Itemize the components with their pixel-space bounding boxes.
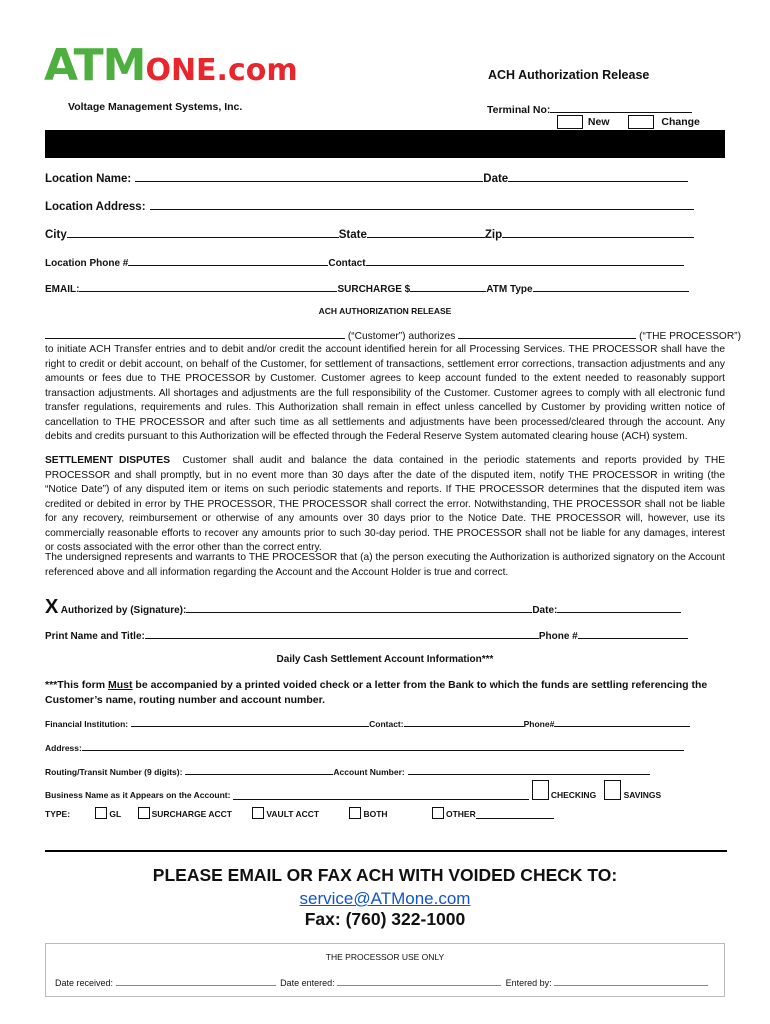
account-line[interactable] (408, 765, 650, 775)
atm-type-line[interactable] (533, 280, 689, 292)
the-processor-text: (“THE PROCESSOR”) (639, 331, 741, 342)
processor-fields-row (55, 976, 708, 988)
print-name-line[interactable] (145, 627, 539, 639)
bank-phone-line[interactable] (554, 717, 690, 727)
new-label: New (587, 115, 610, 128)
financial-institution-row (45, 717, 690, 729)
signature-date-line[interactable] (557, 601, 681, 613)
checking-label: CHECKING (550, 790, 597, 800)
date-line[interactable] (508, 170, 688, 182)
logo-dotcom: .com (216, 53, 298, 88)
date-received-label: Date received: (55, 978, 114, 988)
change-checkbox[interactable] (628, 115, 654, 129)
savings-checkbox[interactable] (604, 780, 621, 800)
processor-name-line[interactable] (458, 329, 636, 339)
vault-acct-checkbox[interactable] (252, 807, 264, 819)
business-name-line[interactable] (233, 790, 529, 800)
bank-address-row (45, 741, 684, 753)
account-type-row (45, 807, 554, 819)
signature-row (45, 596, 681, 619)
bank-heading: Daily Cash Settlement Account Information*** (276, 654, 494, 665)
voided-check-notice (45, 678, 725, 707)
signature-line[interactable] (186, 601, 532, 613)
state-label: State (338, 229, 367, 241)
section-divider (45, 850, 727, 852)
entered-by-label: Entered by: (505, 978, 552, 988)
logo-one: ONE (145, 53, 217, 88)
x-mark: X (45, 596, 59, 618)
processor-use-title: THE PROCESSOR USE ONLY (325, 952, 445, 962)
email-label: EMAIL: (45, 284, 80, 295)
notice-post: be accompanied by a printed voided check or a letter from the Bank to which the funds are settling referencing the Customer’s name, routing number and account number. (45, 679, 708, 706)
location-address-label: Location Address: (45, 201, 146, 213)
entered-by-line[interactable] (554, 976, 708, 986)
type-label: TYPE: (45, 809, 71, 819)
date-entered-label: Date entered: (280, 978, 335, 988)
notice-pre: ***This form (45, 679, 109, 691)
bank-contact-label: Contact: (369, 719, 404, 729)
type-vault-label: VAULT ACCT (266, 809, 320, 819)
checking-checkbox[interactable] (532, 780, 549, 800)
surcharge-line[interactable] (410, 280, 486, 292)
form-title: ACH Authorization Release (488, 68, 650, 82)
settlement-disputes-paragraph (45, 454, 725, 556)
settlement-disputes-text: Customer shall audit and balance the data contained in the periodic statements and reports provided by THE PROCESSOR and shall promptly, but in no event more than 30 days after the date of the disputed item, notify THE PROCESSOR in writing (the “Notice Date”) of any disputed item or items on such periodic statements and reports. If THE PROCESSOR determines that the disputed item was credited or debited in error by THE PROCESSOR, THE PROCESSOR shall correct the error. Notwithstanding, THE PROCESSOR shall not be liable for any recovery, reimbursement or otherwise of any amounts over 30 days prior to the Notice Date. THE PROCESSOR will, however, use its commercially reasonable efforts to recover any amounts prior to such 30-day period. THE PROCESSOR shall not be liable for any damages, interest or costs associated with the error other than the correct entry. (45, 455, 725, 553)
signature-date-label: Date: (532, 605, 558, 616)
logo-atm: ATM (44, 40, 146, 91)
ach-heading: ACH AUTHORIZATION RELEASE (318, 306, 452, 316)
account-label: Account Number: (333, 767, 405, 777)
routing-account-row (45, 765, 650, 777)
type-gl-label: GL (109, 809, 122, 819)
phone-contact-row (45, 254, 684, 269)
contact-line[interactable] (366, 254, 684, 266)
customer-authorizes-text: (“Customer”) authorizes (347, 331, 456, 342)
change-label: Change (661, 115, 700, 128)
zip-label: Zip (484, 229, 503, 241)
bank-phone-label: Phone# (523, 719, 555, 729)
both-checkbox[interactable] (349, 807, 361, 819)
bank-address-line[interactable] (82, 741, 684, 751)
business-name-label: Business Name as it Appears on the Account: (45, 790, 231, 800)
atm-type-label: ATM Type (486, 284, 533, 295)
type-both-label: BOTH (363, 809, 388, 819)
location-name-row (45, 170, 688, 185)
print-name-label: Print Name and Title: (45, 631, 145, 642)
date-received-line[interactable] (116, 976, 276, 986)
surcharge-label: SURCHARGE $ (337, 284, 411, 295)
location-address-row (45, 198, 694, 213)
state-line[interactable] (367, 226, 485, 238)
fax-number: Fax: (760) 322-1000 (304, 909, 466, 929)
gl-checkbox[interactable] (95, 807, 107, 819)
bank-contact-line[interactable] (404, 717, 524, 727)
new-checkbox[interactable] (557, 115, 583, 129)
location-name-line[interactable] (135, 170, 483, 182)
bank-address-label: Address: (45, 743, 82, 753)
company-name: Voltage Management Systems, Inc. (68, 101, 243, 113)
customer-name-line[interactable] (45, 329, 345, 339)
other-checkbox[interactable] (432, 807, 444, 819)
representation-paragraph: The undersigned represents and warrants to THE PROCESSOR that (a) the person executing the Authorization is authorized signatory on the Account referenced above and all information regarding the Account and the Account Holder is true and correct. (45, 552, 725, 578)
date-entered-line[interactable] (337, 976, 501, 986)
new-change-options (557, 115, 700, 129)
settlement-disputes-title: SETTLEMENT DISPUTES (45, 455, 171, 466)
zip-line[interactable] (502, 226, 694, 238)
city-line[interactable] (67, 226, 339, 238)
atmone-logo (44, 40, 298, 91)
routing-line[interactable] (185, 765, 333, 775)
email-surcharge-row (45, 280, 689, 295)
business-name-row (45, 780, 661, 800)
savings-label: SAVINGS (623, 790, 662, 800)
signature-phone-line[interactable] (578, 627, 688, 639)
fi-label: Financial Institution: (45, 719, 129, 729)
terminal-label: Terminal No: (487, 104, 551, 116)
city-state-zip-row (45, 226, 694, 241)
terminal-line (550, 101, 692, 113)
surcharge-acct-checkbox[interactable] (138, 807, 150, 819)
service-email-link[interactable]: service@ATMone.com (299, 889, 471, 908)
type-other-label: OTHER (445, 809, 476, 819)
email-fax-heading: PLEASE EMAIL OR FAX ACH WITH VOIDED CHECK TO: (152, 865, 618, 885)
location-phone-line[interactable] (128, 254, 328, 266)
processor-use-box (45, 943, 725, 997)
header-bar (45, 130, 725, 158)
authorized-label: Authorized by (Signature): (60, 605, 187, 616)
routing-label: Routing/Transit Number (9 digits): (45, 767, 183, 777)
terminal-field[interactable] (487, 101, 692, 116)
type-surcharge-label: SURCHARGE ACCT (151, 809, 232, 819)
print-name-row (45, 627, 688, 642)
authorization-paragraph: to initiate ACH Transfer entries and to debit and/or credit the account identified herein for all Processing Services. THE PROCESSOR shall have the right to credit or debit account, on behalf of the Customer, for settlement of transactions, settlement error corrections, transaction adjustments and any amounts or fees due to THE PROCESSOR by Customer. Customer agrees to keep account funded to the extent needed to reasonably support transaction adjustments. All shortages and adjustments are the full responsibility of the Customer. Customer agrees to comply with all electronic fund transfer regulations, requirements and rules. This Authorization shall remain in effect unless cancelled by Customer by providing written notice of cancellation to THE PROCESSOR and after such time as all settlements and adjustments have been processed/cleared through the account. Any debits and credits pursuant to this Authorization will be effected through the Federal Reserve System automated clearing house (ACH) system. (45, 344, 725, 442)
city-label: City (45, 229, 67, 241)
location-address-line[interactable] (150, 198, 694, 210)
date-label: Date (483, 173, 509, 185)
location-phone-label: Location Phone # (45, 258, 129, 269)
location-name-label: Location Name: (45, 173, 132, 185)
contact-label: Contact (328, 258, 366, 269)
notice-must: Must (108, 679, 133, 691)
other-line[interactable] (476, 809, 554, 819)
email-line[interactable] (79, 280, 337, 292)
signature-phone-label: Phone # (538, 631, 578, 642)
fi-line[interactable] (131, 717, 369, 727)
